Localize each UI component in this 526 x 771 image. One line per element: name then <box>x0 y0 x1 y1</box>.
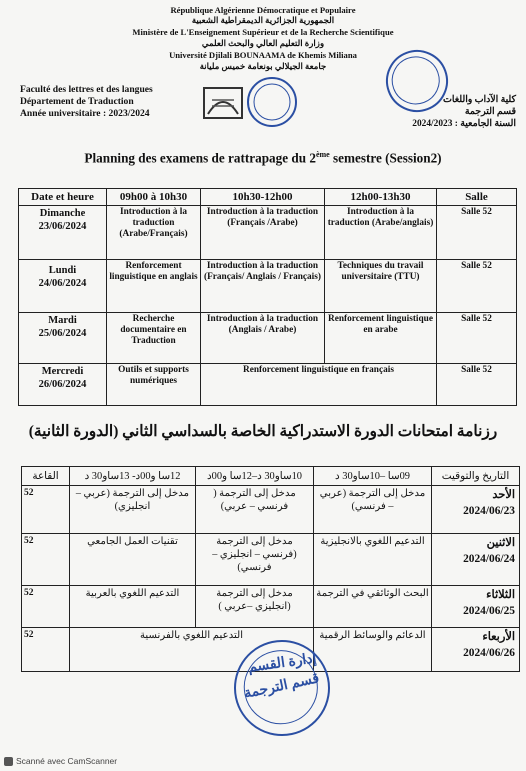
exam-cell: مدخل إلى الترجمة (فرنسي – انجليزي – فرنسي) <box>196 534 314 586</box>
exam-cell: التدعيم اللغوي بالانجليزية <box>314 534 432 586</box>
exam-cell: مدخل إلى الترجمة (انجليزي –عربي ) <box>196 586 314 628</box>
scanner-watermark: Scanné avec CamScanner <box>4 756 117 766</box>
date-cell: Mardi 25/06/2024 <box>19 313 107 364</box>
room-cell: 52 <box>22 628 70 672</box>
page-title-fr: Planning des examens de rattrapage du 2ème semestre (Session2) <box>84 150 442 166</box>
col-header-slot3: 12h00-13h30 <box>325 189 437 206</box>
exam-cell: التدعيم اللغوي بالعربية <box>70 586 196 628</box>
col-header-slot2: 10h30-12h00 <box>201 189 325 206</box>
schedule-table-fr <box>18 188 517 406</box>
stamp-center-text: قسم الترجمة <box>242 671 321 702</box>
date-cell: الاثنين 2024/06/24 <box>432 534 520 586</box>
room-cell: Salle 52 <box>437 364 517 406</box>
university-logo <box>200 70 304 130</box>
table-row <box>19 364 517 406</box>
col-header-room: القاعة <box>22 467 70 486</box>
camscanner-icon <box>4 757 13 766</box>
date-cell: Dimanche 23/06/2024 <box>19 206 107 260</box>
table-row <box>19 313 517 364</box>
page-title-ar: رزنامة امتحانات الدورة الاستدراكية الخاصة بالسداسي الثاني (الدورة الثانية) <box>28 423 498 440</box>
republic-ar: الجمهورية الجزائرية الديمقراطية الشعبية <box>191 15 335 25</box>
exam-cell: تقنيات العمل الجامعي <box>70 534 196 586</box>
stamp-signature: إدارة القسم <box>247 651 318 676</box>
col-header-slot3: 12سا و00د- 13ساو30 د <box>70 467 196 486</box>
university-logo-graphic <box>200 70 304 130</box>
exam-cell: البحث الوثائقي في الترجمة <box>314 586 432 628</box>
department-fr: Département de Traduction <box>20 96 134 107</box>
room-cell: 52 <box>22 534 70 586</box>
exam-cell: Introduction à la traduction (Français /Arabe) <box>201 206 325 260</box>
table-row <box>19 206 517 260</box>
table-row <box>19 260 517 313</box>
room-cell: 52 <box>22 586 70 628</box>
ministry-fr: Ministère de L'Enseignement Supérieur et de la Recherche Scientifique <box>132 27 394 37</box>
exam-cell: مدخل إلى الترجمة (عربي – فرنسي) <box>314 486 432 534</box>
room-cell: Salle 52 <box>437 260 517 313</box>
university-ar: جامعة الجيلالي بونعامة خميس مليانة <box>199 61 327 71</box>
date-cell: Lundi 24/06/2024 <box>19 260 107 313</box>
room-cell: Salle 52 <box>437 206 517 260</box>
republic-fr: République Algérienne Démocratique et Populaire <box>170 5 356 15</box>
exam-cell: Renforcement linguistique en arabe <box>325 313 437 364</box>
ministry-ar: وزارة التعليم العالي والبحث العلمي <box>201 38 325 48</box>
table-row <box>22 486 520 534</box>
exam-cell: Introduction à la traduction (Anglais / Arabe) <box>201 313 325 364</box>
exam-cell: الدعائم والوسائط الرقمية <box>314 628 432 672</box>
table-row <box>22 586 520 628</box>
col-header-slot1: 09h00 à 10h30 <box>107 189 201 206</box>
room-cell: Salle 52 <box>437 313 517 364</box>
year-fr: Année universitaire : 2023/2024 <box>20 108 150 119</box>
university-fr: Université Djilali BOUNAAMA de Khemis Miliana <box>169 50 357 60</box>
room-cell: 52 <box>22 486 70 534</box>
exam-cell: Introduction à la traduction (Arabe/anglais) <box>325 206 437 260</box>
exam-cell: Recherche documentaire en Traduction <box>107 313 201 364</box>
exam-cell: Introduction à la traduction (Arabe/Français) <box>107 206 201 260</box>
col-header-slot1: 09سا –10ساو30 د <box>314 467 432 486</box>
date-cell: Mercredi 26/06/2024 <box>19 364 107 406</box>
exam-cell: Techniques du travail universitaire (TTU) <box>325 260 437 313</box>
faculty-fr: Faculté des lettres et des langues <box>20 84 153 95</box>
col-header-date: التاريخ والتوقيت <box>432 467 520 486</box>
date-cell: الأربعاء 2024/06/26 <box>432 628 520 672</box>
exam-cell: مدخل إلى الترجمة (عربي – انجليزي) <box>70 486 196 534</box>
department-ar: قسم الترجمة <box>464 107 516 117</box>
exam-cell: Introduction à la traduction (Français/ Anglais / Français) <box>201 260 325 313</box>
exam-cell: التدعيم اللغوي بالفرنسية <box>70 628 314 672</box>
table-header-row <box>22 467 520 486</box>
exam-cell: مدخل إلى الترجمة ( فرنسي – عربي) <box>196 486 314 534</box>
exam-cell: Renforcement linguistique en anglais <box>107 260 201 313</box>
year-ar: السنة الجامعية : 2024/2023 <box>412 119 516 129</box>
table-header-row <box>19 189 517 206</box>
col-header-date: Date et heure <box>19 189 107 206</box>
faculty-ar: كلية الآداب واللغات <box>443 95 516 105</box>
exam-cell: Renforcement linguistique en français <box>201 364 437 406</box>
col-header-room: Salle <box>437 189 517 206</box>
table-row <box>22 534 520 586</box>
date-cell: الأحد 2024/06/23 <box>432 486 520 534</box>
exam-cell: Outils et supports numériques <box>107 364 201 406</box>
date-cell: الثلاثاء 2024/06/25 <box>432 586 520 628</box>
col-header-slot2: 10ساو30 د–12سا و00د <box>196 467 314 486</box>
